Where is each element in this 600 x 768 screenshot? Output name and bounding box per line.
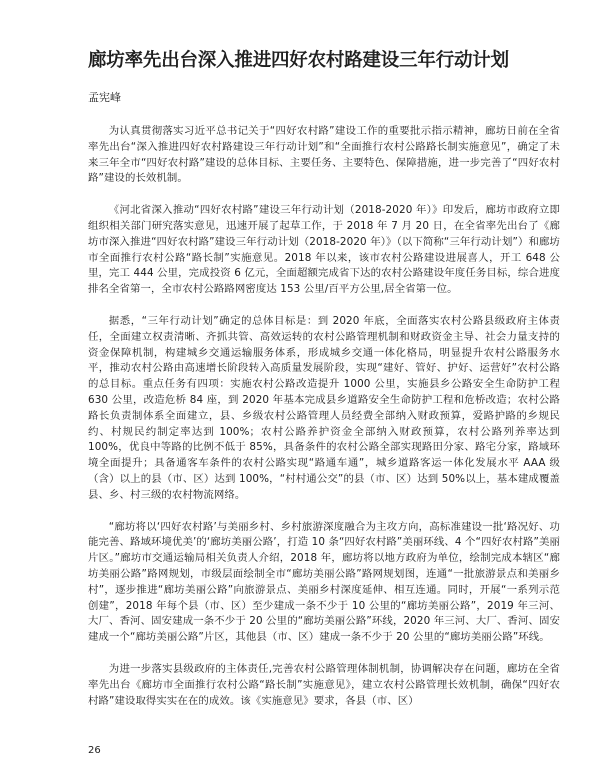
article-body [88, 124, 560, 725]
body-paragraph: “廊坊将以‘四好农村路’与美丽乡村、乡村旅游深度融合为主攻方向，高标准建设一批‘路况好、功能完善、路域环境优美’的‘廊坊美丽公路’，打造 10 条“四好农村路”美丽环线、4 个“四好农村路”美丽片区。”廊坊市交通运输局相关负责人介绍，2018 年，廊坊将以地方政府为单位，绘制完成本辖区“廊坊美丽公路”路网规划，市级层面绘制全市“廊坊美丽公路”路网规划图，连通“一批旅游景点和美丽乡村”，逐步推进“廊坊美丽公路”向旅游景点、美丽乡村深度延伸、相互连通。同时，开展“一系列示范创建”，2018 年每个县（市、区）至少建成一条不少于 10 公里的“廊坊美丽公路”，2019 年三河、大厂、香河、固安建成一条不少于 20 公里的“廊坊美丽公路”环线，2020 年三河、大厂、香河、固安建成一个“廊坊美丽公路”片区，其他县（市、区）建成一条不少于 20 公里的“廊坊美丽公路”环线。 [88, 520, 560, 644]
body-paragraph: 为认真贯彻落实习近平总书记关于“四好农村路”建设工作的重要批示指示精神，廊坊日前在全省率先出台“深入推进四好农村路建设三年行动计划”和“全面推行农村公路路长制实施意见”，确定了未来三年全市“四好农村路”建设的总体目标、主要任务、主要特色、保障措施，进一步完善了“四好农村路”建设的长效机制。 [88, 125, 560, 185]
article-title: 廊坊率先出台深入推进四好农村路建设三年行动计划 [88, 50, 509, 72]
body-paragraph: 《河北省深入推动“四好农村路”建设三年行动计划（2018-2020 年）》印发后，廊坊市政府立即组织相关部门研究落实意见，迅速开展了起草工作，于 2018 年 7 月 20 日，在全省率先出台了《廊坊市深入推进“四好农村路”建设三年行动计划（2018-2020 年）》（以下简称“三年行动计划”）和廊坊市全面推行农村公路“路长制”实施意见。2018 年以来，该市农村公路建设进展喜人，开工 648 公里，完工 444 公里，完成投资 6 亿元，全面超额完成省下达的农村公路建设年度任务目标，综合进度排名全省第一，全市农村公路路网密度达 153 公里/百平方公里,居全省第一位。 [88, 204, 560, 296]
page-number: 26 [88, 745, 101, 756]
body-paragraph: 据悉，“三年行动计划”确定的总体目标是：到 2020 年底，全面落实农村公路县级政府主体责任，全面建立权责清晰、齐抓共管、高效运转的农村公路管理机制和财政资金主导、社会力量支持的资金保障机制，构建城乡交通运输服务体系，形成城乡交通一体化格局，明显提升农村公路服务水平，推动农村公路由高速增长阶段转入高质量发展阶段，实现“建好、管好、护好、运营好”农村公路的总目标。重点任务有四项：实施农村公路改造提升 1000 公里，实施县乡公路安全生命防护工程 630 公里，改造危桥 84 座，到 2020 年基本完成县乡道路安全生命防护工程和危桥改造；农村公路路长负责制体系全面建立，县、乡级农村公路管理人员经费全部纳入财政预算，爱路护路的乡规民约、村规民约制定率达到 100%；农村公路养护资金全部纳入财政预算，农村公路列养率达到 100%，优良中等路的比例不低于 85%，具备条件的农村公路全部实现路田分家、路宅分家，路域环境全面提升；具备通客车条件的农村公路实现“路通车通”，城乡道路客运一体化发展水平 AAA 级（含）以上的县（市、区）达到 100%，“村村通公交”的县（市、区）达到 50%以上，基本建成覆盖县、乡、村三级的农村物流网络。 [88, 314, 560, 501]
article-author: 孟宪峰 [88, 91, 121, 104]
body-paragraph: 为进一步落实县级政府的主体责任,完善农村公路管理体制机制，协调解决存在问题，廊坊在全省率先出台《廊坊市全面推行农村公路“路长制”实施意见》，建立农村公路管理长效机制，确保“四好农村路”建设取得实实在在的成效。该《实施意见》要求，各县（市、区） [88, 662, 560, 707]
